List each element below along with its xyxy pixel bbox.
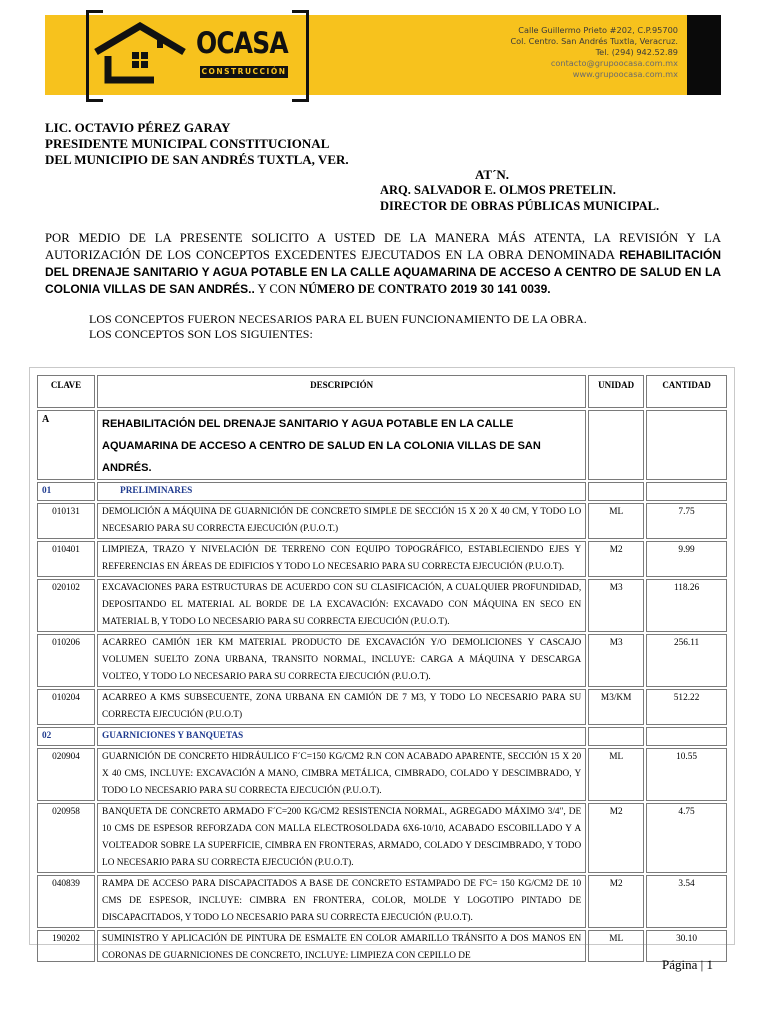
section-clave: 02 <box>37 727 95 746</box>
page-number: Página | 1 <box>662 957 713 972</box>
row-cantidad: 4.75 <box>646 803 727 873</box>
row-cantidad: 118.26 <box>646 579 727 632</box>
row-descripcion: BANQUETA DE CONCRETO ARMADO F´C=200 KG/CM2 RESISTENCIA NORMAL, AGREGADO MÁXIMO 3/4", DE 10 CMS DE ESPESOR REFORZADA CON MALLA ELECTROSOLDADA 6X6-10/10, ACABADO ESCOBILLADO Y A VOLTEADOR SOBRE LA SUPERFICIE, CIMBRA EN FRONTERAS, ARMADO, COLADO Y DESCIMBRADO, Y TODO LO NECESARIO PARA SU CORRECTA EJECUCIÓN (P.U.O.T). <box>97 803 586 873</box>
row-cantidad: 10.55 <box>646 748 727 801</box>
table-row <box>37 748 727 801</box>
section-clave: 01 <box>37 482 95 501</box>
row-cantidad: 9.99 <box>646 541 727 577</box>
attention-title: DIRECTOR DE OBRAS PÚBLICAS MUNICIPAL. <box>380 198 660 213</box>
table-row <box>37 875 727 928</box>
section-qty-empty <box>646 482 727 501</box>
row-descripcion: EXCAVACIONES PARA ESTRUCTURAS DE ACUERDO CON SU CLASIFICACIÓN, A CUALQUIER PROFUNDIDAD, DEPOSITANDO EL MATERIAL AL BORDE DE LA EXCAVACIÓN: EXCAVADO CON MÁQUINA EN SECO EN MATERIAL B, Y TODO LO NECESARIO PARA SU CORRECTA EJECUCIÓN (P.U.O.T). <box>97 579 586 632</box>
letterhead-black-band <box>687 15 721 95</box>
contact-address: Calle Guillermo Prieto #202, C.P.95700 <box>518 25 678 35</box>
section-name: GUARNICIONES Y BANQUETAS <box>97 727 586 746</box>
row-unidad: M3 <box>588 579 644 632</box>
row-unidad: M2 <box>588 803 644 873</box>
row-descripcion <box>97 930 586 962</box>
contact-city: Col. Centro. San Andrés Tuxtla, Veracruz. <box>510 36 678 46</box>
section-row <box>37 482 727 501</box>
connector-text: Y CON <box>254 282 300 296</box>
row-clave: 040839 <box>37 875 95 928</box>
row-unidad: ML <box>588 748 644 801</box>
row-clave: 020958 <box>37 803 95 873</box>
table-row <box>37 689 727 725</box>
row-unidad: M2 <box>588 875 644 928</box>
group-clave: A <box>37 410 95 480</box>
row-unidad: ML <box>588 503 644 539</box>
brand-name: OCASA <box>196 26 288 60</box>
section-unit-empty <box>588 482 644 501</box>
row-cantidad: 256.11 <box>646 634 727 687</box>
row-unidad: ML <box>588 930 644 962</box>
row-descripcion: GUARNICIÓN DE CONCRETO HIDRÁULICO F´C=150 KG/CM2 R.N CON ACABADO APARENTE, SECCIÓN 15 X 20 X 40 CMS, INCLUYE: EXCAVACIÓN A MANO, CIMBRA METÁLICA, CIMBRADO, COLADO Y DESCIMBRADO, Y TODO LO NECESARIO PARA SU CORRECTA EJECUCIÓN (P.U.O.T). <box>97 748 586 801</box>
house-logo-icon <box>92 22 192 88</box>
row-clave: 020102 <box>37 579 95 632</box>
row-cantidad: 7.75 <box>646 503 727 539</box>
concepts-note <box>89 312 587 342</box>
contract-number: 2019 30 141 0039. <box>447 282 551 296</box>
attention-name: ARQ. SALVADOR E. OLMOS PRETELIN. <box>380 183 616 197</box>
logo-right-bracket <box>292 10 309 102</box>
row-descripcion: ACARREO A KMS SUBSECUENTE, ZONA URBANA EN CAMIÓN DE 7 M3, Y TODO LO NECESARIO PARA SU CORRECTA EJECUCIÓN (P.U.O.T) <box>97 689 586 725</box>
brand-subtitle: CONSTRUCCIÓN <box>201 67 287 76</box>
group-title: REHABILITACIÓN DEL DRENAJE SANITARIO Y AGUA POTABLE EN LA CALLE AQUAMARINA DE ACCESO A CENTRO DE SALUD EN LA COLONIA VILLAS DE SAN ANDRÉS. <box>97 410 586 480</box>
recipient-name: LIC. OCTAVIO PÉREZ GARAY <box>45 120 231 135</box>
request-paragraph <box>45 230 721 298</box>
row-clave: 010131 <box>37 503 95 539</box>
contact-website[interactable]: www.grupoocasa.com.mx <box>572 69 678 79</box>
table-row <box>37 930 727 962</box>
recipient-title: PRESIDENTE MUNICIPAL CONSTITUCIONAL <box>45 136 330 151</box>
header-clave: CLAVE <box>37 375 95 408</box>
row-cantidad: 3.54 <box>646 875 727 928</box>
intro-text: POR MEDIO DE LA PRESENTE SOLICITO A USTED DE LA MANERA MÁS ATENTA, LA REVISIÓN Y LA AUTORIZACIÓN DE LOS CONCEPTOS EXCEDENTES EJECUTADOS EN LA OBRA DENOMINADA <box>45 231 721 262</box>
table-row <box>37 541 727 577</box>
table-row <box>37 579 727 632</box>
recipient-municipality: DEL MUNICIPIO DE SAN ANDRÉS TUXTLA, VER. <box>45 152 349 167</box>
row-cantidad: 30.10 <box>646 930 727 962</box>
concepts-table <box>35 373 729 964</box>
concepts-note-line1: LOS CONCEPTOS FUERON NECESARIOS PARA EL BUEN FUNCIONAMIENTO DE LA OBRA. <box>89 312 587 326</box>
group-qty-empty <box>646 410 727 480</box>
section-name: PRELIMINARES <box>97 482 586 501</box>
row-clave: 010204 <box>37 689 95 725</box>
row-clave: 020904 <box>37 748 95 801</box>
row-clave: 010401 <box>37 541 95 577</box>
section-unit-empty <box>588 727 644 746</box>
attention-block <box>380 183 659 214</box>
row-clave: 190202 <box>37 930 95 962</box>
row-descripcion: RAMPA DE ACCESO PARA DISCAPACITADOS A BASE DE CONCRETO ESTAMPADO DE F'C= 150 KG/CM2 DE 10 CMS DE ESPESOR, INCLUYE: CIMBRA EN FRONTERA, COLOR, MOLDE Y LOGOTIPO PINTADO DE DISCAPACITADOS, Y TODO LO NECESARIO PARA SU CORRECTA EJECUCIÓN (P.U.O.T). <box>97 875 586 928</box>
contact-email[interactable]: contacto@grupoocasa.com.mx <box>550 58 678 68</box>
row-descripcion: LIMPIEZA, TRAZO Y NIVELACIÓN DE TERRENO CON EQUIPO TOPOGRÁFICO, ESTABLECIENDO EJES Y REFERENCIAS EN ÁREAS DE EDIFICIOS Y TODO LO NECESARIO PARA SU CORRECTA EJECUCIÓN (P.U.O.T). <box>97 541 586 577</box>
table-row <box>37 503 727 539</box>
row-unidad: M3 <box>588 634 644 687</box>
section-qty-empty <box>646 727 727 746</box>
row-clave: 010206 <box>37 634 95 687</box>
concepts-note-line2: LOS CONCEPTOS SON LOS SIGUIENTES: <box>89 327 313 341</box>
attention-label: AT´N. <box>475 167 510 182</box>
group-unit-empty <box>588 410 644 480</box>
table-row <box>37 634 727 687</box>
recipient-block <box>45 120 349 168</box>
contract-label: NÚMERO DE CONTRATO <box>299 282 448 296</box>
table-header-row <box>37 375 727 408</box>
header-cantidad: CANTIDAD <box>646 375 727 408</box>
table-row <box>37 803 727 873</box>
project-name: REHABILITACIÓN DEL DRENAJE SANITARIO Y AGUA POTABLE EN LA CALLE AQUAMARINA DE ACCESO A CENTRO DE SALUD EN LA COLONIA VILLAS DE SAN ANDRÉS.. <box>45 248 721 296</box>
header-descripcion: DESCRIPCIÓN <box>97 375 586 408</box>
row-unidad: M2 <box>588 541 644 577</box>
row-cantidad: 512.22 <box>646 689 727 725</box>
header-unidad: UNIDAD <box>588 375 644 408</box>
section-row <box>37 727 727 746</box>
contact-block <box>468 25 678 80</box>
group-row <box>37 410 727 480</box>
row-descripcion-text: SUMINISTRO Y APLICACIÓN DE PINTURA DE ESMALTE EN COLOR AMARILLO TRÁNSITO A DOS MANOS EN CORONAS DE GUARNICIONES DE CONCRETO, INCLUYE: LIMPIEZA CON CEPILLO DE <box>102 934 582 961</box>
contact-phone: Tel. (294) 942.52.89 <box>595 47 678 57</box>
row-descripcion: DEMOLICIÓN A MÁQUINA DE GUARNICIÓN DE CONCRETO SIMPLE DE SECCIÓN 15 X 20 X 40 CM, Y TODO LO NECESARIO PARA SU CORRECTA EJECUCIÓN (P.U.O.T.) <box>97 503 586 539</box>
row-descripcion: ACARREO CAMIÓN 1ER KM MATERIAL PRODUCTO DE EXCAVACIÓN Y/O DEMOLICIONES Y CASCAJO VOLUMEN SUELTO ZONA URBANA, TRANSITO NORMAL, INCLUYE: CARGA A MÁQUINA Y DESCARGA VOLTEO, Y TODO LO NECESARIO PARA SU CORRECTA EJECUCIÓN (P.U.O.T). <box>97 634 586 687</box>
row-unidad: M3/KM <box>588 689 644 725</box>
